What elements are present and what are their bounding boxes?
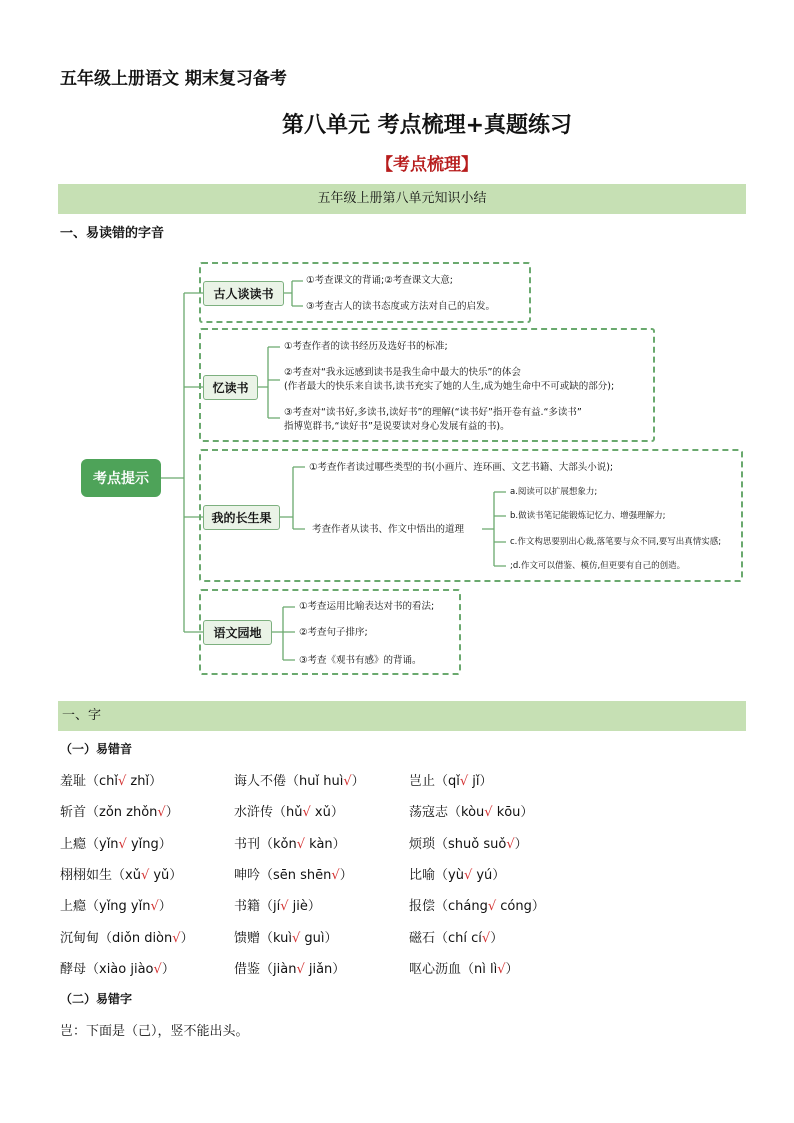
b3-sub-d: ;d.作文可以借鉴、模仿,但更要有自己的创造。 xyxy=(510,561,686,571)
check-mark: √ xyxy=(296,961,305,977)
word-item xyxy=(234,958,345,977)
close-paren: ） xyxy=(158,899,172,915)
word-item xyxy=(234,864,353,883)
check-mark: √ xyxy=(331,867,340,883)
word-item xyxy=(409,801,533,820)
node-chinese-garden: 语文园地 xyxy=(203,620,272,645)
word-item xyxy=(234,770,365,789)
check-mark: √ xyxy=(343,774,352,789)
b2-item-3: ③考查对“读书好,多读书,读好书”的理解(“读书好”指开卷有益.“多读书” xyxy=(284,407,582,418)
word-reading-1: 报偿（cháng xyxy=(409,899,488,915)
word-reading-2: yǐn xyxy=(126,899,151,915)
check-mark: √ xyxy=(118,836,127,852)
word-reading-2: zhǒn xyxy=(122,805,158,821)
word-reading-1: 斩首（zǒn xyxy=(60,805,123,821)
b2-item-2b: (作者最大的快乐来自读书,读书充实了她的人生,成为她生命中不可或缺的部分); xyxy=(284,381,615,392)
close-paren: ） xyxy=(514,836,528,852)
word-reading-1: 借鉴（jiàn xyxy=(234,961,297,977)
node-growth-fruit: 我的长生果 xyxy=(203,505,280,530)
check-mark: √ xyxy=(140,867,150,883)
close-paren: ） xyxy=(339,867,353,883)
word-reading-2: kàn） xyxy=(305,836,346,852)
check-mark: √ xyxy=(506,836,515,852)
word-reading-1: 书刊（kǒn xyxy=(234,836,297,852)
word-reading-2: diòn xyxy=(140,930,173,946)
word-reading-2: jiào xyxy=(126,961,154,977)
check-mark: √ xyxy=(302,805,311,821)
word-reading-2: jiǎn） xyxy=(304,961,346,977)
word-item xyxy=(409,895,545,914)
check-mark: √ xyxy=(296,836,306,852)
b3-item-1: ①考查作者读过哪些类型的书(小画片、连环画、文艺书籍、大部头小说); xyxy=(309,462,614,473)
close-paren: ） xyxy=(490,930,504,946)
close-paren: ） xyxy=(161,961,175,977)
word-item xyxy=(234,833,346,852)
word-reading-1: 比喻（yù xyxy=(409,867,464,883)
word-reading-2: kōu） xyxy=(492,805,534,821)
node-ancient-reading: 古人谈读书 xyxy=(203,281,284,306)
word-reading-2: yú） xyxy=(472,867,506,883)
check-mark: √ xyxy=(172,930,181,946)
word-reading-1: 呻吟（sēn xyxy=(234,867,297,883)
b2-item-2: ②考查对“我永远感到读书是我生命中最大的快乐”的体会 xyxy=(284,367,521,378)
close-paren: ） xyxy=(351,774,365,789)
check-mark: √ xyxy=(118,774,127,789)
summary-band: 五年级上册第八单元知识小结 xyxy=(58,184,746,214)
b3-sub-c: c.作文构思要别出心裁,落笔要与众不同,要写出真情实感; xyxy=(510,537,722,547)
check-mark: √ xyxy=(484,805,493,821)
word-reading-2: zhǐ） xyxy=(126,774,163,789)
check-mark: √ xyxy=(481,930,491,946)
word-reading-1: 荡寇志（kòu xyxy=(409,805,485,821)
word-item xyxy=(60,895,172,914)
word-reading-1: 诲人不倦（huǐ xyxy=(234,774,320,789)
word-reading-2: cóng） xyxy=(496,899,545,915)
subheading-pronunciation: （一）易错音 xyxy=(60,742,133,756)
close-paren: ） xyxy=(505,961,519,977)
word-reading-2: jǐ） xyxy=(468,774,493,789)
check-mark: √ xyxy=(291,930,301,946)
page-title: 第八单元 考点梳理+真题练习 xyxy=(281,113,573,138)
b4-item-1: ①考查运用比喻表达对书的看法; xyxy=(299,601,435,612)
word-item xyxy=(409,864,505,883)
word-reading-1: 沉甸甸（diǒn xyxy=(60,930,141,946)
word-item xyxy=(409,958,519,977)
word-item xyxy=(60,958,175,977)
word-reading-1: 磁石（chí xyxy=(409,930,467,946)
word-item xyxy=(60,927,194,946)
word-reading-1: 酵母（xiào xyxy=(60,961,127,977)
word-reading-2: yǐng） xyxy=(126,836,172,852)
check-mark: √ xyxy=(463,867,473,883)
b3-sub-a: a.阅读可以扩展想象力; xyxy=(510,487,598,497)
word-reading-1: 羞耻（chǐ xyxy=(60,774,118,789)
word-reading-2: yǔ） xyxy=(149,867,183,883)
word-reading-1: 呕心沥血（nì xyxy=(409,961,486,977)
b1-item-1: ①考查课文的背诵;②考查课文大意; xyxy=(306,275,453,286)
word-item xyxy=(60,801,179,820)
page-subtitle: 【考点梳理】 xyxy=(376,155,478,175)
grade-heading: 五年级上册语文 期末复习备考 xyxy=(60,69,287,89)
check-mark: √ xyxy=(497,961,506,977)
b4-item-3: ③考查《观书有感》的背诵。 xyxy=(299,655,422,666)
word-reading-1: 栩栩如生（xǔ xyxy=(60,867,141,883)
word-item xyxy=(409,927,503,946)
word-reading-1: 岂止（qǐ xyxy=(409,774,460,789)
word-reading-1: 水浒传（hǔ xyxy=(234,805,303,821)
close-paren: ） xyxy=(165,805,179,821)
word-item xyxy=(409,770,493,789)
word-item xyxy=(234,895,321,914)
word-item xyxy=(409,833,528,852)
check-mark: √ xyxy=(153,961,162,977)
close-paren: ） xyxy=(180,930,194,946)
word-reading-2: xǔ） xyxy=(310,805,344,821)
word-reading-1: 上瘾（yǐng xyxy=(60,899,127,915)
word-reading-2: jiè） xyxy=(288,899,321,915)
word-item xyxy=(234,801,344,820)
word-reading-2: suǒ xyxy=(479,836,507,852)
subheading-characters: （二）易错字 xyxy=(60,992,133,1006)
word-item xyxy=(234,927,338,946)
word-item xyxy=(60,770,162,789)
word-reading-1: 烦琐（shuǒ xyxy=(409,836,480,852)
check-mark: √ xyxy=(487,899,497,915)
word-item xyxy=(60,833,172,852)
word-item xyxy=(60,864,182,883)
check-mark: √ xyxy=(157,805,166,821)
b2-item-1: ①考查作者的读书经历及选好书的标准; xyxy=(284,341,448,352)
check-mark: √ xyxy=(459,774,469,789)
word-reading-1: 上瘾（yǐn xyxy=(60,836,119,852)
word-reading-2: cí xyxy=(467,930,482,946)
b3-item-2: 考查作者从读书、作文中悟出的道理 xyxy=(312,524,465,535)
check-mark: √ xyxy=(150,899,159,915)
b3-sub-b: b.做读书笔记能锻炼记忆力、增强理解力; xyxy=(510,511,666,521)
node-recall-reading: 忆读书 xyxy=(203,375,258,400)
b2-item-3b: 指博览群书,“读好书”是说要读对身心发展有益的书)。 xyxy=(284,421,510,432)
word-reading-2: guì） xyxy=(300,930,338,946)
word-reading-2: lì xyxy=(485,961,498,977)
word-reading-1: 馈赠（kuì xyxy=(234,930,292,946)
word-reading-2: shēn xyxy=(296,867,332,883)
section-heading: 一、易读错的字音 xyxy=(60,226,165,241)
word-reading-1: 书籍（jí xyxy=(234,899,281,915)
b1-item-2: ③考查古人的读书态度或方法对自己的启发。 xyxy=(306,301,496,312)
word-reading-2: huì xyxy=(319,774,344,789)
section-band-characters: 一、字 xyxy=(58,701,746,731)
check-mark: √ xyxy=(280,899,289,915)
b4-item-2: ②考查句子排序; xyxy=(299,627,368,638)
mindmap-root: 考点提示 xyxy=(81,459,161,497)
character-note: 岂：下面是（己），竖不能出头。 xyxy=(60,1024,249,1039)
